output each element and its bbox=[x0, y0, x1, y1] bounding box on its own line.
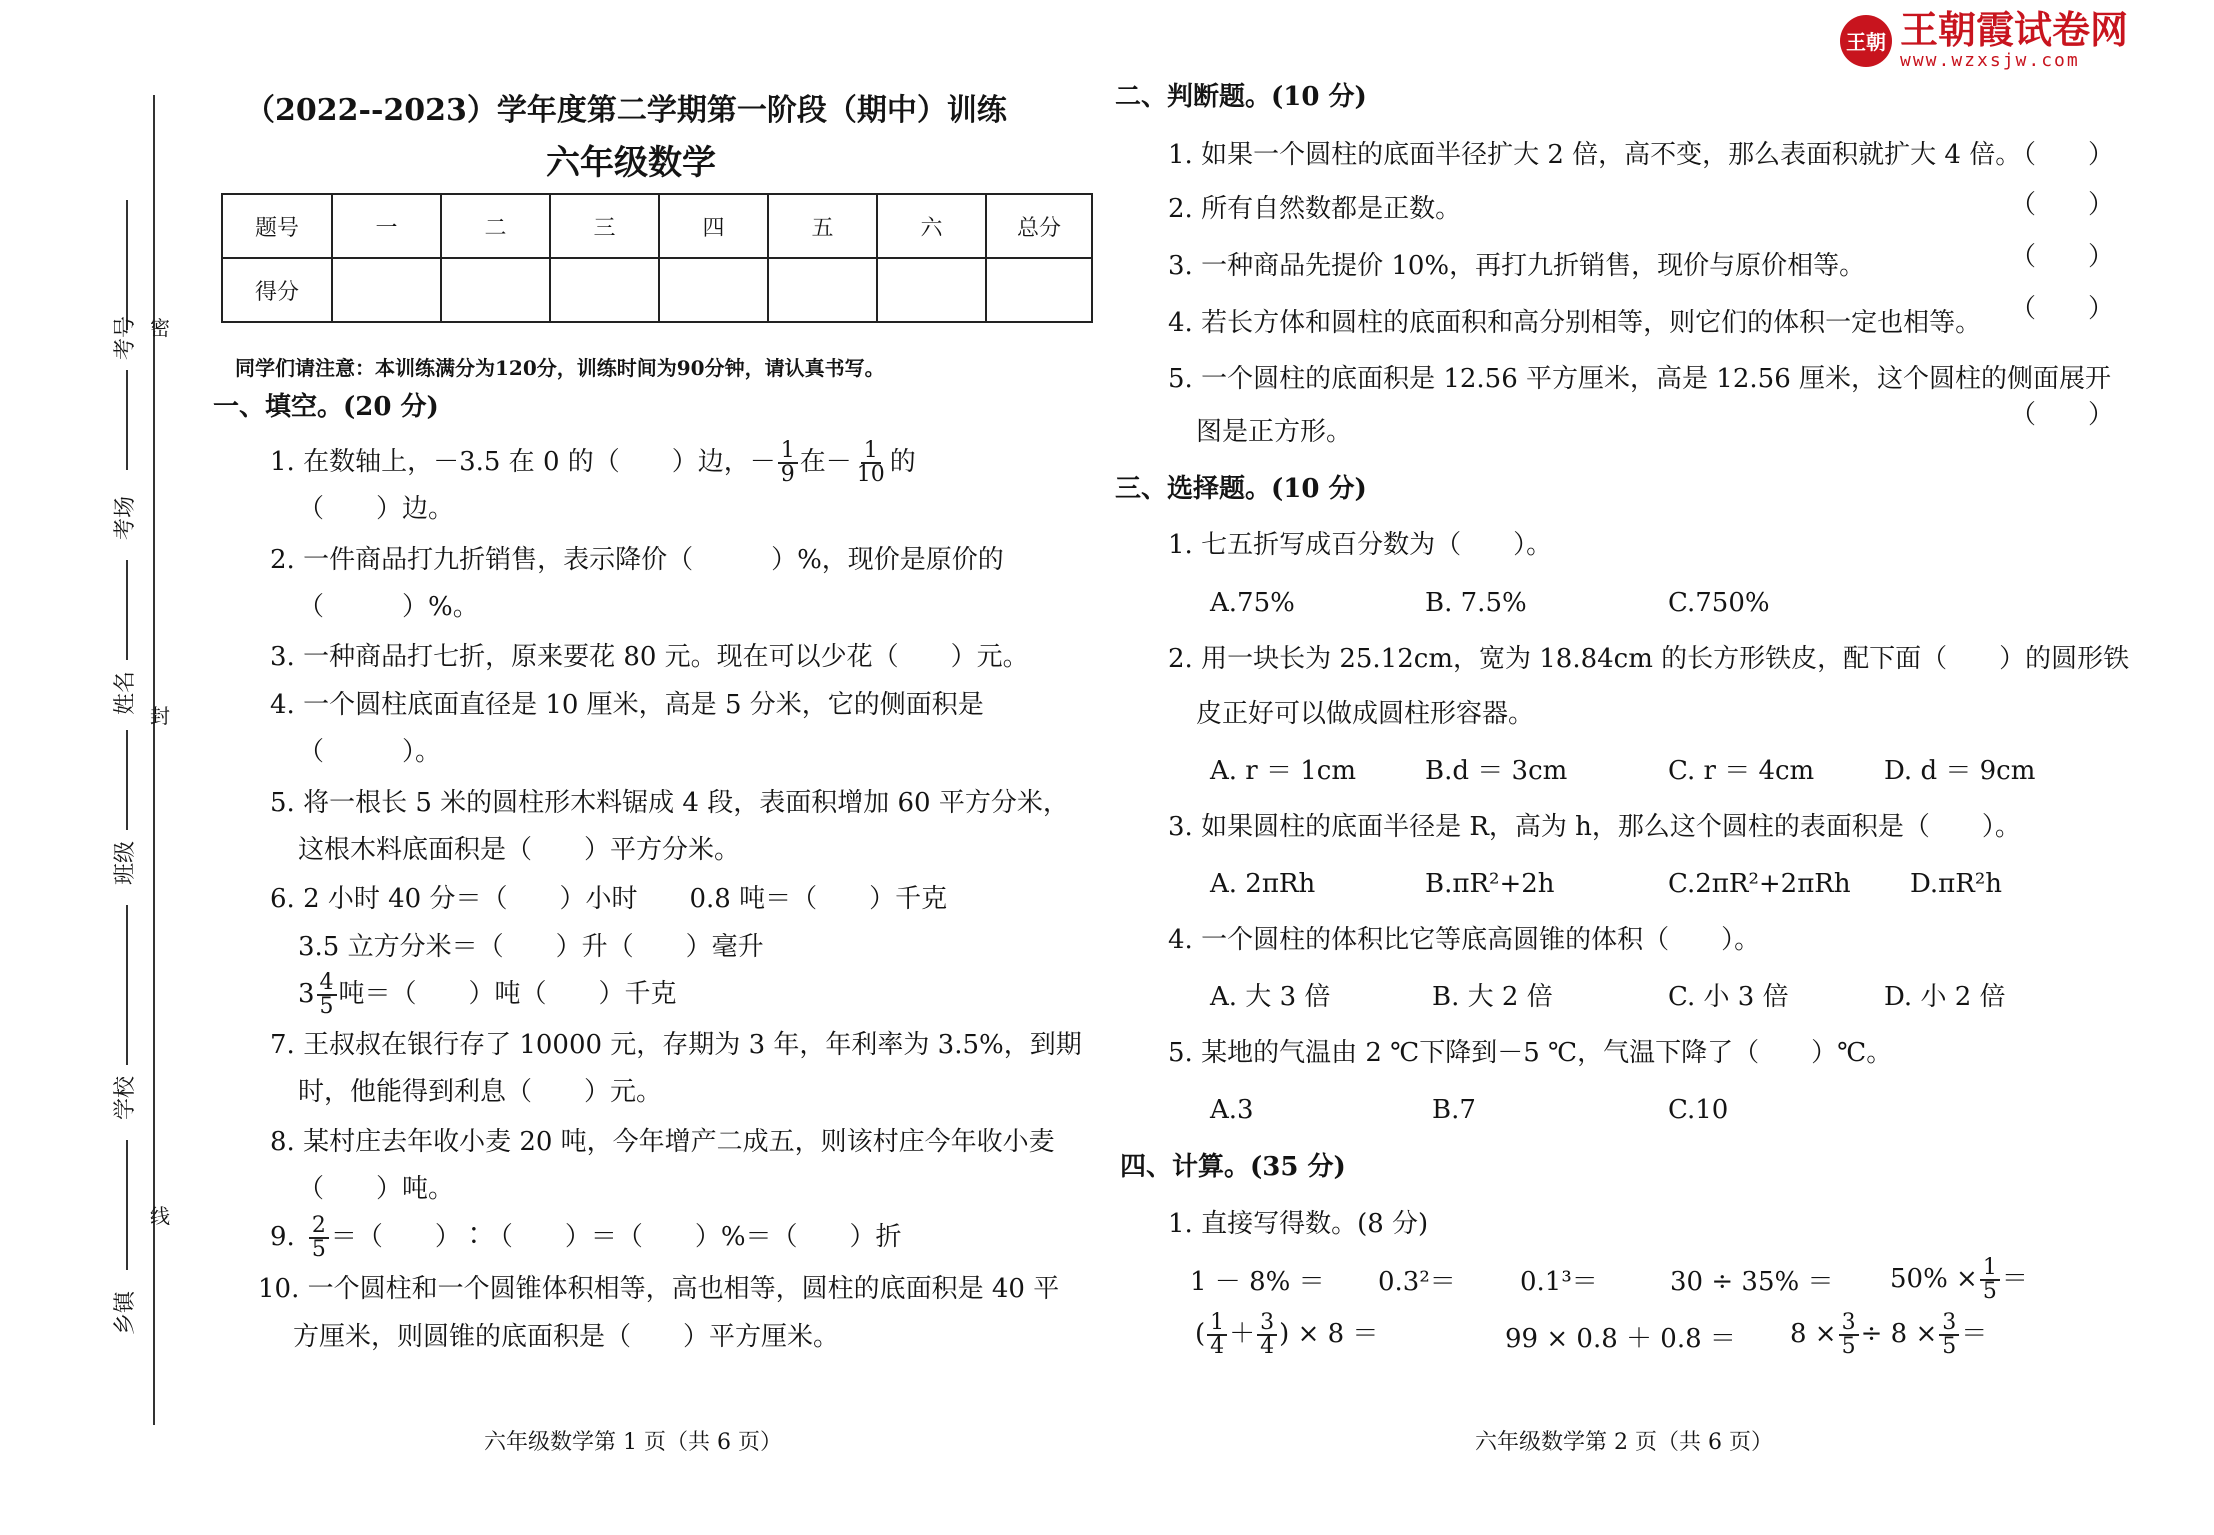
tf-question-4: 4. 若长方体和圆柱的底面积和高分别相等，则它们的体积一定也相等。 bbox=[1168, 308, 1982, 338]
answer-paren[interactable]: （ ） bbox=[2010, 242, 2115, 272]
fraction: $\frac{3}{5}$ bbox=[1839, 1312, 1859, 1358]
mc-question-3: 3. 如果圆柱的底面半径是 R，高为 h，那么这个圆柱的表面积是（ ）。 bbox=[1168, 812, 2021, 842]
question-2: 2. 一件商品打九折销售，表示降价（ ）%，现价是原价的 bbox=[270, 545, 1004, 575]
question-1 bbox=[270, 440, 916, 486]
q2-line2: （ ）%。 bbox=[298, 592, 479, 622]
q1-end: 的 bbox=[889, 447, 916, 477]
score-cell: 一 bbox=[332, 194, 441, 258]
fraction: $\frac{2}{5}$ bbox=[309, 1215, 329, 1261]
score-table bbox=[221, 193, 1093, 323]
q5-line2: 这根木料底面积是（ ）平方分米。 bbox=[298, 835, 741, 865]
mc-option[interactable]: C. 小 3 倍 bbox=[1668, 982, 1789, 1012]
mc-option[interactable]: A. r ＝ 1cm bbox=[1210, 756, 1357, 786]
mc-q2-line2: 皮正好可以做成圆柱形容器。 bbox=[1196, 699, 1535, 729]
mc-option[interactable]: B. 7.5% bbox=[1425, 588, 1527, 618]
mc-question-2: 2. 用一块长为 25.12cm，宽为 18.84cm 的长方形铁皮，配下面（ ）的圆形铁 bbox=[1168, 644, 2130, 674]
mc-option[interactable]: B.πR²+2h bbox=[1425, 869, 1555, 899]
label-banji: 班级 bbox=[113, 840, 138, 885]
mc-option[interactable]: A. 2πRh bbox=[1210, 869, 1316, 899]
calc-prefix: 50% × bbox=[1890, 1264, 1978, 1294]
q8-line2: （ ）吨。 bbox=[298, 1174, 455, 1204]
tf-question-2: 2. 所有自然数都是正数。 bbox=[1168, 194, 1462, 224]
question-7: 7. 王叔叔在银行存了 10000 元，存期为 3 年，年利率为 3.5%，到期 bbox=[270, 1030, 1082, 1060]
score-cell: 得分 bbox=[222, 258, 332, 322]
watermark-logo bbox=[1840, 10, 2128, 71]
label-xiangzhen: 乡镇 bbox=[113, 1290, 138, 1335]
mc-option[interactable]: C.10 bbox=[1668, 1095, 1729, 1125]
calc-item: ( $\frac{1}{4}$ ＋ $\frac{3}{4}$ ) × 8 ＝ bbox=[1195, 1310, 1379, 1359]
question-3: 3. 一种商品打七折，原来要花 80 元。现在可以少花（ ）元。 bbox=[270, 642, 1029, 672]
question-5: 5. 将一根长 5 米的圆柱形木料锯成 4 段，表面积增加 60 平方分米， bbox=[270, 788, 1069, 818]
fill-line-kaohao bbox=[126, 200, 128, 330]
score-cell: 三 bbox=[550, 194, 659, 258]
q1-line2: （ ）边。 bbox=[298, 494, 455, 524]
calc-item: 99 × 0.8 ＋ 0.8 ＝ bbox=[1505, 1324, 1736, 1354]
fraction: $\frac{3}{5}$ bbox=[1939, 1312, 1959, 1358]
q6-line2: 3.5 立方分米＝（ ）升（ ）毫升 bbox=[298, 932, 764, 962]
calc-item: 30 ÷ 35% ＝ bbox=[1670, 1267, 1834, 1297]
fill-line-xuexiao bbox=[126, 905, 128, 1065]
section-heading: 一、填空。(20 分) bbox=[213, 392, 439, 422]
mc-option[interactable]: A. 大 3 倍 bbox=[1210, 982, 1331, 1012]
fraction: $\frac{1}{4}$ bbox=[1207, 1312, 1227, 1358]
calc-item: 0.3²＝ bbox=[1378, 1267, 1456, 1297]
score-input-2[interactable] bbox=[441, 258, 550, 322]
score-cell: 四 bbox=[659, 194, 768, 258]
calc-item bbox=[1890, 1257, 2028, 1303]
score-cell: 题号 bbox=[222, 194, 332, 258]
mc-question-5: 5. 某地的气温由 2 ℃下降到－5 ℃，气温下降了（ ）℃。 bbox=[1168, 1038, 1893, 1068]
fill-line-xingming bbox=[126, 560, 128, 660]
answer-paren[interactable]: （ ） bbox=[2010, 140, 2115, 170]
answer-paren[interactable]: （ ） bbox=[2010, 294, 2115, 324]
label-kaochang: 考场 bbox=[113, 495, 138, 540]
mc-question-1: 1. 七五折写成百分数为（ ）。 bbox=[1168, 530, 1553, 560]
q9-rest: ＝（ ）∶（ ）＝（ ）%＝（ ）折 bbox=[330, 1222, 902, 1252]
mc-option[interactable]: C.2πR²+2πRh bbox=[1668, 869, 1851, 899]
mc-option[interactable]: B. 大 2 倍 bbox=[1432, 982, 1553, 1012]
mc-option[interactable]: A.75% bbox=[1210, 588, 1295, 618]
mc-option[interactable]: D. 小 2 倍 bbox=[1884, 982, 2006, 1012]
mc-option[interactable]: B.d ＝ 3cm bbox=[1425, 756, 1568, 786]
logo-name: 王朝霞试卷网 bbox=[1900, 8, 2129, 52]
question-6: 6. 2 小时 40 分＝（ ）小时 0.8 吨＝（ ）千克 bbox=[270, 884, 948, 914]
question-4: 4. 一个圆柱底面直径是 10 厘米，高是 5 分米，它的侧面积是 bbox=[270, 690, 984, 720]
question-9 bbox=[270, 1215, 902, 1261]
fraction: $\frac{1}{10}$ bbox=[856, 438, 885, 487]
page-subtitle: 六年级数学 bbox=[546, 143, 716, 183]
fraction: $\frac{4}{5}$ bbox=[317, 972, 337, 1018]
tf-question-1: 1. 如果一个圆柱的底面半径扩大 2 倍，高不变，那么表面积就扩大 4 倍。 bbox=[1168, 140, 2022, 170]
calc-tail: ＝ bbox=[1961, 1319, 1988, 1349]
score-cell: 总分 bbox=[986, 194, 1092, 258]
score-cell: 五 bbox=[768, 194, 877, 258]
q9-prefix: 9. bbox=[270, 1222, 295, 1252]
score-input-4[interactable] bbox=[659, 258, 768, 322]
calc-prefix: 8 × bbox=[1790, 1319, 1837, 1349]
logo-url: www.wzxsjw.com bbox=[1900, 50, 2080, 71]
footer-left: 六年级数学第 1 页（共 6 页） bbox=[484, 1430, 782, 1455]
score-cell: 二 bbox=[441, 194, 550, 258]
fill-line-banji bbox=[126, 730, 128, 830]
fraction: $\frac{1}{9}$ bbox=[778, 440, 798, 486]
label-xingming: 姓名 bbox=[113, 670, 138, 715]
score-input-5[interactable] bbox=[768, 258, 877, 322]
score-table-score-row bbox=[222, 258, 1092, 322]
tf-question-5: 5. 一个圆柱的底面积是 12.56 平方厘米，高是 12.56 厘米，这个圆柱的侧面展开 bbox=[1168, 364, 2111, 394]
q10-line2: 方厘米，则圆锥的底面积是（ ）平方厘米。 bbox=[293, 1322, 840, 1352]
notice: 同学们请注意：本训练满分为120分，训练时间为90分钟，请认真书写。 bbox=[235, 356, 885, 380]
answer-paren[interactable]: （ ） bbox=[2010, 190, 2115, 220]
calc-item: 0.1³＝ bbox=[1520, 1267, 1598, 1297]
score-input-1[interactable] bbox=[332, 258, 441, 322]
fraction: $\frac{1}{5}$ bbox=[1980, 1257, 2000, 1303]
score-cell: 六 bbox=[877, 194, 986, 258]
mc-option[interactable]: C. r ＝ 4cm bbox=[1668, 756, 1815, 786]
score-table-header-row bbox=[222, 194, 1092, 258]
score-input-total[interactable] bbox=[986, 258, 1092, 322]
q6-rest: 吨＝（ ）吨（ ）千克 bbox=[338, 979, 677, 1009]
section-heading: 二、判断题。(10 分) bbox=[1115, 82, 1367, 112]
tf-q5-line2: 图是正方形。 bbox=[1196, 417, 1353, 447]
mc-question-4: 4. 一个圆柱的体积比它等底高圆锥的体积（ ）。 bbox=[1168, 925, 1761, 955]
fill-line-kaochang bbox=[126, 370, 128, 470]
label-xuexiao: 学校 bbox=[113, 1075, 138, 1120]
mark-xian: 线 bbox=[150, 1204, 170, 1228]
calc-tail: ) × 8 ＝ bbox=[1279, 1319, 1379, 1349]
logo-badge-icon: 王朝 bbox=[1840, 15, 1892, 67]
section-heading: 四、计算。(35 分) bbox=[1120, 1152, 1346, 1182]
q1-mid: 在－ bbox=[799, 447, 852, 477]
fill-line-xiangzhen bbox=[126, 1140, 128, 1270]
q6-line3 bbox=[298, 972, 677, 1018]
q1-text: 1. 在数轴上，－3.5 在 0 的（ ）边，－ bbox=[270, 447, 776, 477]
question-8: 8. 某村庄去年收小麦 20 吨，今年增产二成五，则该村庄今年收小麦 bbox=[270, 1127, 1055, 1157]
mark-feng: 封 bbox=[150, 704, 170, 728]
mc-option[interactable]: C.750% bbox=[1668, 588, 1770, 618]
mc-option[interactable]: D.πR²h bbox=[1910, 869, 2003, 899]
mc-option[interactable]: B.7 bbox=[1432, 1095, 1476, 1125]
q7-line2: 时，他能得到利息（ ）元。 bbox=[298, 1077, 663, 1107]
answer-paren[interactable]: （ ） bbox=[2010, 400, 2115, 430]
footer-right: 六年级数学第 2 页（共 6 页） bbox=[1475, 1430, 1773, 1455]
calc-tail: ＝ bbox=[2001, 1264, 2028, 1294]
mixed-whole: 3 bbox=[298, 979, 315, 1009]
calc-item bbox=[1790, 1312, 1987, 1358]
fraction: $\frac{3}{4}$ bbox=[1257, 1312, 1277, 1358]
calc-subheading: 1. 直接写得数。(8 分) bbox=[1168, 1209, 1429, 1239]
score-input-3[interactable] bbox=[550, 258, 659, 322]
question-10: 10. 一个圆柱和一个圆锥体积相等，高也相等，圆柱的底面积是 40 平 bbox=[258, 1274, 1060, 1304]
tf-question-3: 3. 一种商品先提价 10%，再打九折销售，现价与原价相等。 bbox=[1168, 251, 1866, 281]
section-heading: 三、选择题。(10 分) bbox=[1115, 474, 1367, 504]
calc-mid: ÷ 8 × bbox=[1860, 1319, 1938, 1349]
mc-option[interactable]: A.3 bbox=[1210, 1095, 1254, 1125]
page-title: （2022--2023）学年度第二学期第一阶段（期中）训练 bbox=[245, 93, 1007, 128]
calc-item: 1 － 8% ＝ bbox=[1190, 1267, 1325, 1297]
mark-mi: 密 bbox=[150, 316, 170, 340]
label-kaohao: 考号 bbox=[113, 315, 138, 360]
q4-line2: （ ）。 bbox=[298, 737, 442, 767]
mc-option[interactable]: D. d ＝ 9cm bbox=[1884, 756, 2036, 786]
score-input-6[interactable] bbox=[877, 258, 986, 322]
